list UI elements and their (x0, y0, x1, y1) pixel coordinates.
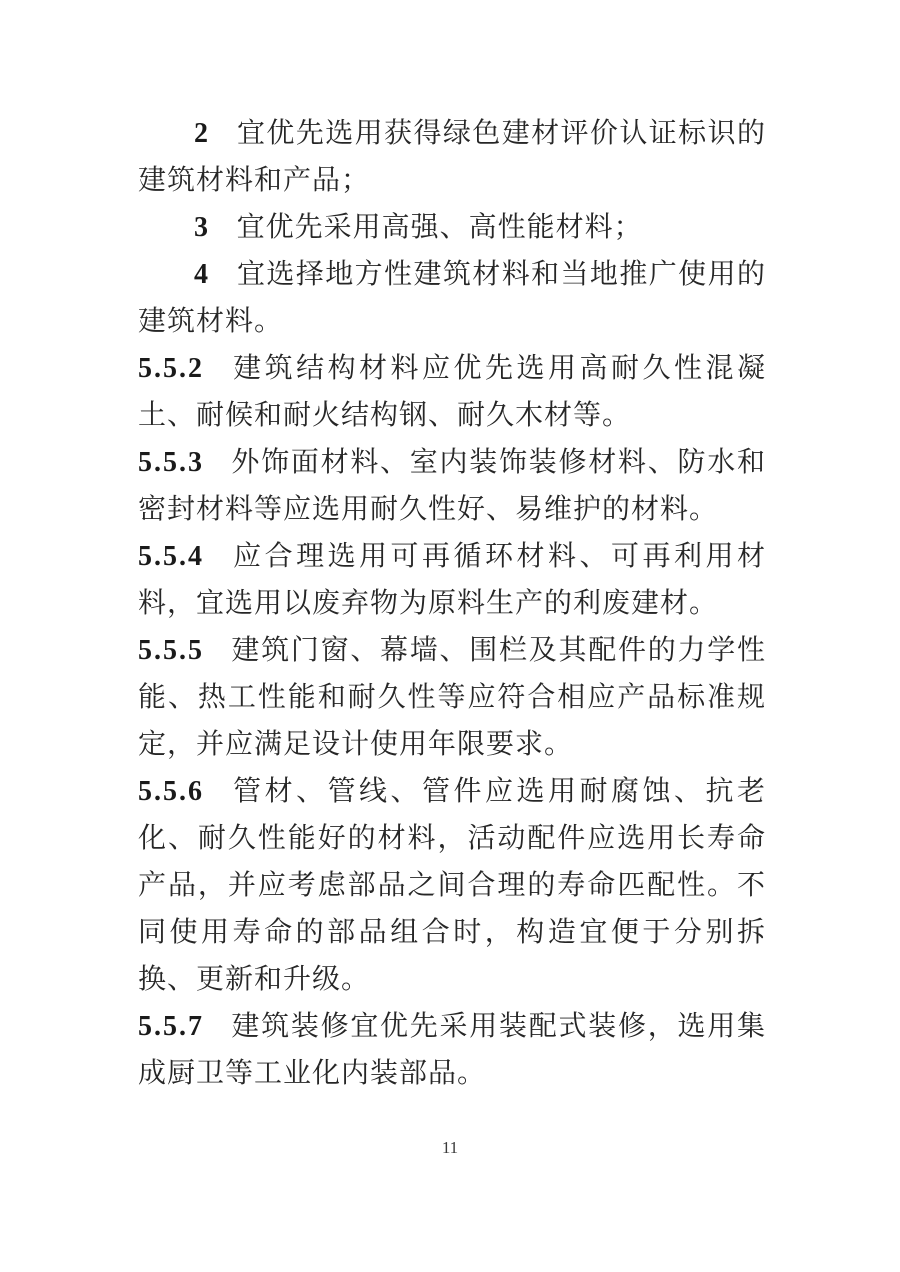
paragraph-number: 5.5.5 (138, 635, 204, 666)
document-body (138, 110, 766, 1097)
paragraph-number: 4 (194, 259, 210, 290)
paragraph-number: 5.5.2 (138, 353, 204, 384)
paragraph (138, 204, 766, 251)
paragraph-text: 建筑门窗、幕墙、围栏及其配件的力学性能、热工性能和耐久性等应符合相应产品标准规定，并应满足设计使用年限要求。 (138, 635, 766, 760)
paragraph-number: 2 (194, 118, 210, 149)
page-number: 11 (441, 1138, 459, 1157)
paragraph-text: 宜优先选用获得绿色建材评价认证标识的建筑材料和产品； (138, 118, 766, 196)
paragraph (138, 533, 766, 627)
paragraph-text: 应合理选用可再循环材料、可再利用材料，宜选用以废弃物为原料生产的利废建材。 (138, 541, 766, 619)
paragraph (138, 439, 766, 533)
paragraph (138, 627, 766, 768)
paragraph-text: 宜优先采用高强、高性能材料； (236, 212, 643, 243)
paragraph-text: 宜选择地方性建筑材料和当地推广使用的建筑材料。 (138, 259, 766, 337)
paragraph (138, 110, 766, 204)
paragraph-number: 5.5.3 (138, 447, 204, 478)
paragraph-number: 5.5.7 (138, 1011, 204, 1042)
paragraph-text: 外饰面材料、室内装饰装修材料、防水和密封材料等应选用耐久性好、易维护的材料。 (138, 447, 766, 525)
paragraph (138, 1003, 766, 1097)
paragraph (138, 768, 766, 1003)
paragraph (138, 251, 766, 345)
paragraph-text: 建筑结构材料应优先选用高耐久性混凝土、耐候和耐火结构钢、耐久木材等。 (138, 353, 766, 431)
paragraph-number: 3 (194, 212, 210, 243)
paragraph-number: 5.5.6 (138, 776, 204, 807)
page-footer (0, 1138, 900, 1158)
paragraph-text: 管材、管线、管件应选用耐腐蚀、抗老化、耐久性能好的材料，活动配件应选用长寿命产品，并应考虑部品之间合理的寿命匹配性。不同使用寿命的部品组合时，构造宜便于分别拆换、更新和升级。 (138, 776, 766, 995)
paragraph-number: 5.5.4 (138, 541, 204, 572)
paragraph (138, 345, 766, 439)
paragraph-text: 建筑装修宜优先采用装配式装修，选用集成厨卫等工业化内装部品。 (138, 1011, 766, 1089)
